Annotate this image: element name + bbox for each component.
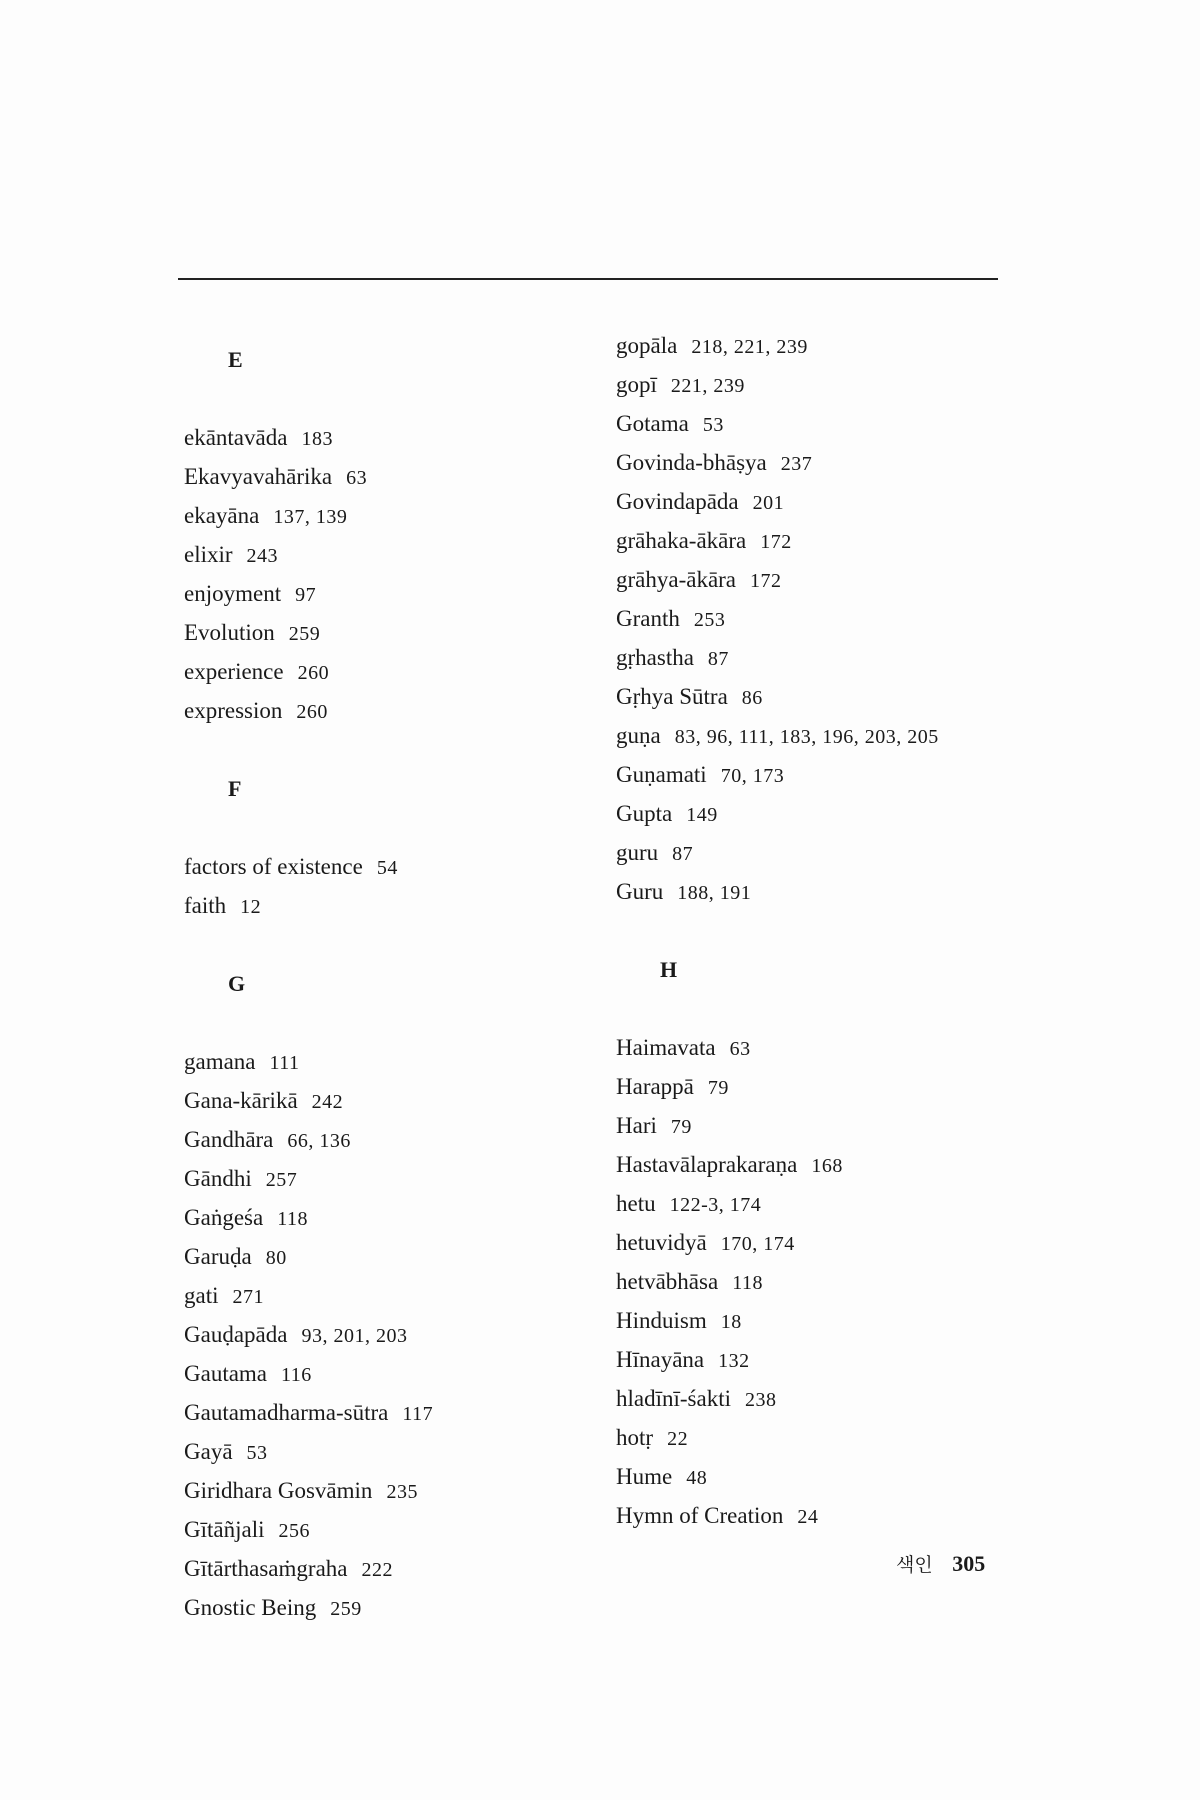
index-entry [184,1510,624,1549]
index-pages: 87 [707,648,729,670]
index-pages: 18 [720,1311,742,1333]
index-pages: 53 [702,414,724,436]
index-entry [616,794,1056,833]
index-pages: 237 [780,453,813,475]
index-pages: 24 [797,1506,819,1528]
index-term: hetu [616,1191,656,1216]
index-term: gati [184,1283,219,1308]
index-entry [184,1159,624,1198]
index-term: Gītāñjali [184,1517,265,1542]
index-term: Govinda-bhāṣya [616,450,767,475]
index-term: ekāntavāda [184,425,288,450]
index-pages: 80 [265,1247,287,1269]
index-entry [616,482,1056,521]
index-entry [616,443,1056,482]
spacer [184,730,624,769]
index-term: elixir [184,542,233,567]
index-entry [184,691,624,730]
section-letter: G [228,971,246,996]
index-term: hladīnī-śakti [616,1386,731,1411]
index-entry [616,1418,1056,1457]
index-pages: 122-3, 174 [669,1194,762,1216]
index-pages: 168 [811,1155,843,1177]
index-term: Govindapāda [616,489,739,514]
index-term: Gayā [184,1439,233,1464]
index-pages: 260 [296,701,328,723]
footer-label: 색인 [896,1554,933,1576]
index-entry [616,1496,1056,1535]
index-term: Gotama [616,411,689,436]
index-term: Hymn of Creation [616,1503,784,1528]
page-footer [896,1550,985,1577]
index-entry [184,847,624,886]
index-term: Gauḍapāda [184,1322,288,1347]
index-term: ekayāna [184,503,260,528]
index-term: Hari [616,1113,657,1138]
index-entry [616,1067,1056,1106]
index-term: hotṛ [616,1425,654,1450]
index-entry [616,1106,1056,1145]
index-entry [616,716,1056,755]
index-term: Gaṅgeśa [184,1205,264,1230]
index-entry [616,755,1056,794]
index-entry [184,1315,624,1354]
index-pages: 117 [402,1403,434,1425]
index-pages: 260 [297,662,330,684]
index-entry [184,1081,624,1120]
index-term: grāhaka-ākāra [616,528,747,553]
index-pages: 63 [346,467,368,489]
index-entry [616,521,1056,560]
section-letter: H [660,957,678,982]
index-entry [184,1042,624,1081]
index-term: Harappā [616,1074,694,1099]
index-entry [184,886,624,925]
index-pages: 132 [718,1350,750,1372]
index-pages: 53 [246,1442,268,1464]
index-term: Gautama [184,1361,268,1386]
index-entry [616,326,1056,365]
index-entry [616,1262,1056,1301]
index-pages: 222 [361,1559,393,1581]
index-pages: 253 [693,609,726,631]
index-term: hetvābhāsa [616,1269,719,1294]
index-pages: 257 [265,1169,298,1191]
index-term: Gṛhya Sūtra [616,684,728,709]
index-entry [184,1237,624,1276]
index-pages: 259 [288,623,321,645]
index-entry [184,1393,624,1432]
index-term: Gāndhi [184,1166,252,1191]
index-pages: 12 [240,896,262,918]
index-term: gṛhastha [616,645,694,670]
spacer [616,911,1056,950]
index-entry [616,1340,1056,1379]
index-term: factors of existence [184,854,363,879]
index-pages: 87 [672,843,694,865]
index-term: guṇa [616,723,661,748]
index-pages: 218, 221, 239 [691,336,808,358]
index-pages: 188, 191 [677,882,752,904]
index-pages: 22 [667,1428,689,1450]
index-term: Garuḍa [184,1244,252,1269]
index-pages: 118 [732,1272,763,1294]
spacer [184,1003,624,1042]
index-term: Hinduism [616,1308,707,1333]
index-term: Gana-kārikā [184,1088,298,1113]
index-pages: 256 [278,1520,310,1542]
index-pages: 172 [750,570,782,592]
index-entry [616,1223,1056,1262]
index-pages: 221, 239 [670,375,745,397]
index-term: Guru [616,879,664,904]
index-term: Granth [616,606,680,631]
index-entry [184,535,624,574]
index-term: Haimavata [616,1035,716,1060]
index-term: Hume [616,1464,673,1489]
spacer [184,925,624,964]
index-term: gamana [184,1049,256,1074]
index-pages: 242 [311,1091,344,1113]
index-pages: 97 [295,584,317,606]
index-pages: 170, 174 [720,1233,795,1255]
index-pages: 54 [376,857,398,879]
index-term: Guṇamati [616,762,707,787]
index-term: Hīnayāna [616,1347,705,1372]
index-pages: 111 [269,1052,300,1074]
index-entry [616,404,1056,443]
index-entry [184,574,624,613]
index-pages: 93, 201, 203 [301,1325,408,1347]
index-column-right [616,326,1056,1535]
index-term: hetuvidyā [616,1230,707,1255]
index-entry [184,652,624,691]
index-entry [616,1028,1056,1067]
index-entry [616,638,1056,677]
index-entry [616,872,1056,911]
index-entry [184,613,624,652]
index-entry [616,1145,1056,1184]
index-entry [184,1198,624,1237]
index-pages: 183 [301,428,333,450]
index-pages: 63 [729,1038,751,1060]
index-pages: 83, 96, 111, 183, 196, 203, 205 [674,726,939,748]
index-pages: 66, 136 [287,1130,351,1152]
index-entry [184,418,624,457]
index-pages: 79 [670,1116,692,1138]
index-pages: 137, 139 [273,506,348,528]
index-pages: 201 [752,492,785,514]
index-term: Evolution [184,620,275,645]
section-letter: F [228,776,242,801]
index-entry [616,560,1056,599]
index-entry [184,1432,624,1471]
index-entry [616,1184,1056,1223]
index-entry [184,1120,624,1159]
spacer [184,379,624,418]
index-term: experience [184,659,284,684]
index-entry [616,599,1056,638]
index-entry [616,677,1056,716]
section-letter: E [228,347,243,372]
index-term: Giridhara Gosvāmin [184,1478,373,1503]
index-pages: 79 [707,1077,729,1099]
index-term: Gautamadharma-sūtra [184,1400,389,1425]
index-pages: 235 [386,1481,418,1503]
index-pages: 271 [232,1286,264,1308]
index-entry [616,365,1056,404]
index-entry [184,1276,624,1315]
spacer [616,989,1056,1028]
page-number: 305 [952,1551,986,1576]
index-term: Hastavālaprakaraṇa [616,1152,798,1177]
index-pages: 48 [686,1467,708,1489]
index-pages: 149 [686,804,718,826]
index-term: expression [184,698,283,723]
index-entry [616,1301,1056,1340]
index-pages: 243 [246,545,279,567]
index-pages: 118 [277,1208,308,1230]
index-term: guru [616,840,659,865]
index-term: Gnostic Being [184,1595,317,1620]
index-entry [184,1549,624,1588]
index-pages: 238 [744,1389,777,1411]
index-pages: 70, 173 [720,765,785,787]
index-entry [184,1588,624,1627]
index-entry [184,1354,624,1393]
index-term: grāhya-ākāra [616,567,737,592]
index-term: Gītārthasaṁgraha [184,1556,348,1581]
index-pages: 172 [760,531,792,553]
index-entry [616,1379,1056,1418]
index-term: faith [184,893,227,918]
index-pages: 86 [741,687,763,709]
index-term: gopāla [616,333,678,358]
header-rule [178,278,998,280]
index-entry [616,1457,1056,1496]
index-pages: 259 [330,1598,362,1620]
index-entry [184,457,624,496]
index-term: Gandhāra [184,1127,274,1152]
index-term: Ekavyavahārika [184,464,333,489]
spacer [184,808,624,847]
index-term: Gupta [616,801,673,826]
index-term: enjoyment [184,581,282,606]
index-column-left [184,340,624,1627]
index-term: gopī [616,372,657,397]
index-entry [184,496,624,535]
index-entry [184,1471,624,1510]
index-pages: 116 [281,1364,312,1386]
index-entry [616,833,1056,872]
